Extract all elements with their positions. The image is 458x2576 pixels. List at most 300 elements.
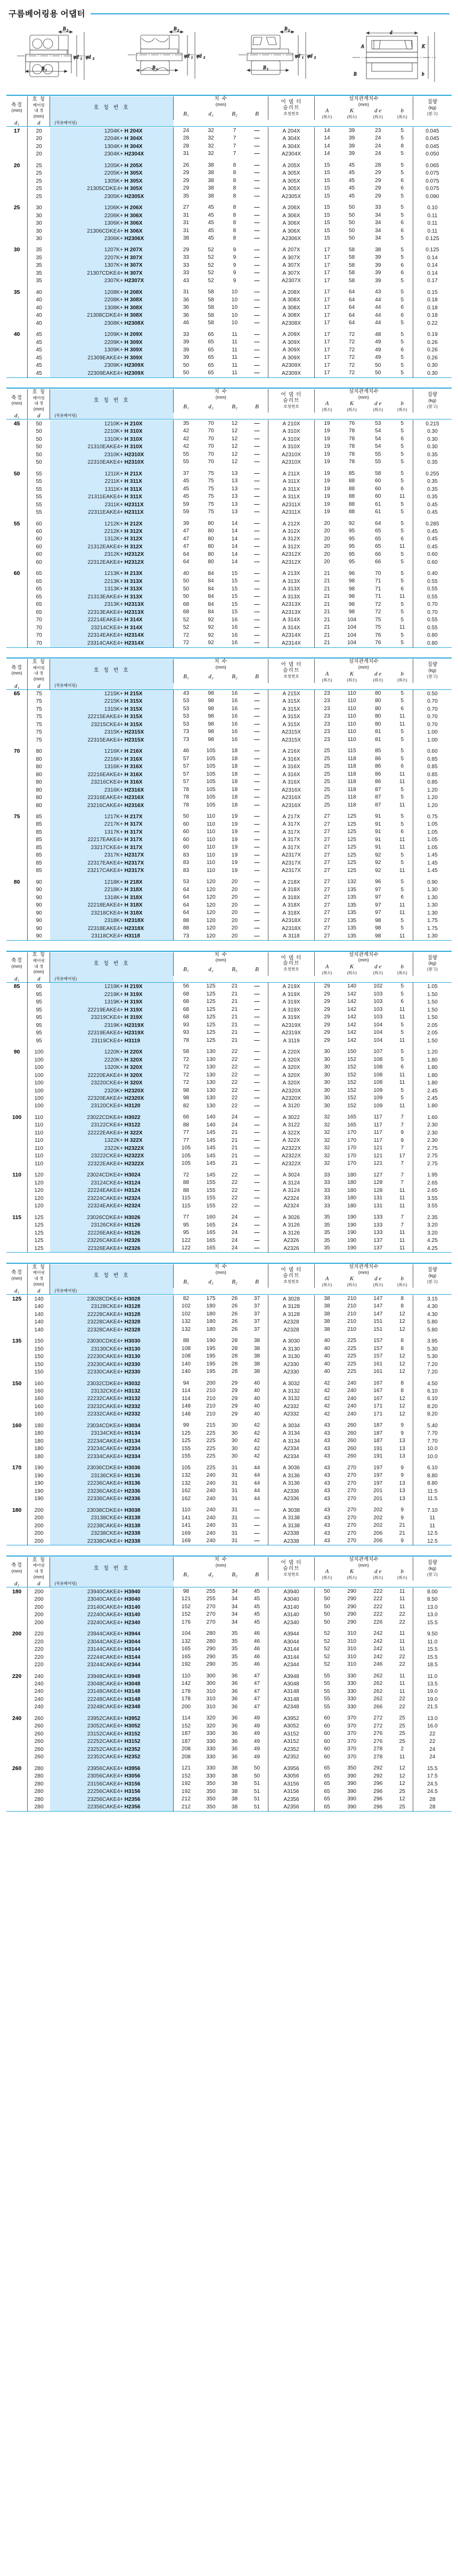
cell-d2: 330 bbox=[206, 1773, 216, 1779]
cell-d2: 225 bbox=[206, 1438, 216, 1444]
cell-bearing-designation: 1317K bbox=[50, 828, 120, 836]
cell-b: 11 bbox=[399, 1195, 405, 1201]
cell-d2: 65 bbox=[208, 362, 214, 368]
cell-A: 60 bbox=[314, 1723, 339, 1730]
cell-B: 51 bbox=[253, 1804, 260, 1810]
cell-sleeve-designation: A2311X bbox=[268, 508, 315, 516]
cell-mass: 2.75 bbox=[413, 1145, 452, 1152]
cell-K: 110 bbox=[347, 721, 356, 727]
cell-bearing-designation: 23252CAKE4 bbox=[50, 1746, 120, 1753]
cell-bearing-designation: 2317K bbox=[50, 852, 120, 859]
cell-adapter-designation: + H 318X bbox=[120, 909, 174, 917]
cell-sleeve-designation: A2326 bbox=[268, 1245, 315, 1253]
cell-sleeve-designation: A 3022 bbox=[268, 1114, 315, 1121]
cell-bearing-bore: 190 bbox=[28, 1472, 50, 1479]
cell-B: — bbox=[254, 1122, 260, 1128]
header-dim-symbol: B₁ bbox=[174, 964, 199, 976]
cell-B1: 114 bbox=[174, 1387, 199, 1395]
cell-A: 60 bbox=[314, 1715, 339, 1722]
cell-de: 197 bbox=[373, 1472, 383, 1479]
cell-B2: 11 bbox=[232, 347, 238, 353]
cell-de: 151 bbox=[373, 1326, 383, 1332]
cell-b: 5 bbox=[400, 879, 404, 885]
cell-sleeve-designation: A 210X bbox=[268, 420, 315, 427]
cell-d2: 180 bbox=[206, 1303, 216, 1310]
cell-de: 91 bbox=[375, 844, 381, 851]
header-dim-symbol: B₁ bbox=[174, 1275, 199, 1288]
cell-sleeve-designation: A 306X bbox=[268, 212, 315, 219]
cell-b: 6 bbox=[400, 220, 404, 226]
cell-B1: 99 bbox=[174, 1422, 199, 1429]
cell-bearing-bore: 95 bbox=[28, 1014, 50, 1021]
cell-bearing-designation: 23216CAKE4 bbox=[50, 802, 120, 809]
title-divider-rule bbox=[91, 13, 449, 14]
cell-mass: 0.26 bbox=[413, 339, 452, 346]
cell-d2: 45 bbox=[208, 227, 214, 234]
cell-sleeve-designation: A 319X bbox=[268, 1014, 315, 1021]
cell-d2: 80 bbox=[208, 551, 214, 557]
cell-A: 14 bbox=[314, 150, 339, 158]
cell-mass: 1.20 bbox=[413, 1048, 452, 1056]
cell-adapter-designation: + H2313X bbox=[120, 601, 174, 608]
cell-B2: 18 bbox=[231, 779, 238, 785]
cell-bearing-designation: 2304K bbox=[50, 150, 120, 158]
cell-sleeve-designation: A3052 bbox=[268, 1723, 315, 1730]
cell-B1: 42 bbox=[174, 435, 199, 443]
cell-sleeve-designation: A2334 bbox=[268, 1445, 315, 1453]
cell-shaft-diameter bbox=[6, 1780, 28, 1788]
cell-bearing-designation: 22318EAKE4 bbox=[50, 925, 120, 932]
cell-bearing-bore: 50 bbox=[28, 443, 50, 450]
cell-K: 135 bbox=[347, 886, 357, 893]
cell-B2: 16 bbox=[231, 690, 238, 696]
cell-A: 35 bbox=[314, 1222, 339, 1229]
cell-K: 95 bbox=[348, 536, 355, 542]
cell-de: 201 bbox=[373, 1495, 383, 1502]
cell-bearing-bore: 160 bbox=[28, 1403, 50, 1410]
cell-shaft-diameter bbox=[6, 528, 28, 535]
cell-K: 170 bbox=[347, 1161, 357, 1167]
cell-B2: 21 bbox=[231, 1137, 238, 1143]
table-row bbox=[6, 1603, 452, 1611]
cell-de: 187 bbox=[373, 1422, 383, 1429]
cell-B: — bbox=[254, 609, 260, 615]
cell-A: 27 bbox=[314, 828, 339, 836]
cell-B1: 50 bbox=[174, 578, 199, 585]
cell-b: 13 bbox=[399, 1453, 405, 1460]
cell-B: — bbox=[254, 355, 260, 361]
cell-mass: 8.80 bbox=[413, 1472, 452, 1479]
table-row bbox=[6, 1661, 452, 1668]
cell-d2: 160 bbox=[206, 1214, 216, 1221]
cell-shaft-diameter bbox=[6, 277, 28, 285]
cell-de: 103 bbox=[373, 999, 383, 1005]
cell-B1: 93 bbox=[174, 1022, 199, 1029]
cell-sleeve-designation: A 208X bbox=[268, 289, 315, 296]
cell-d2: 240 bbox=[206, 1495, 216, 1502]
cell-K: 72 bbox=[348, 347, 355, 353]
cell-K: 95 bbox=[348, 544, 355, 550]
cell-adapter-designation: + H3152 bbox=[120, 1738, 174, 1746]
cell-B2: 34 bbox=[231, 1588, 238, 1594]
cell-B1: 24 bbox=[174, 127, 199, 135]
cell-bearing-bore: 85 bbox=[28, 828, 50, 836]
cell-d2: 300 bbox=[206, 1673, 216, 1679]
cell-b: 6 bbox=[400, 262, 404, 268]
cell-adapter-designation: + H2310X bbox=[120, 451, 174, 458]
cell-adapter-designation: + H 308X bbox=[120, 312, 174, 319]
cell-bearing-designation: 1306K bbox=[50, 219, 120, 227]
cell-B2: 38 bbox=[231, 1773, 238, 1779]
cell-bearing-bore: 65 bbox=[28, 578, 50, 585]
cell-sleeve-designation: A 209X bbox=[268, 331, 315, 339]
cell-de: 76 bbox=[375, 632, 381, 638]
cell-A: 40 bbox=[314, 1353, 339, 1360]
cell-adapter-designation: + H2316X bbox=[120, 802, 174, 809]
cell-b: 5 bbox=[400, 520, 404, 526]
cell-b: 5 bbox=[400, 794, 404, 801]
cell-bearing-bore: 200 bbox=[28, 1522, 50, 1529]
cell-sleeve-designation: A 317X bbox=[268, 821, 315, 828]
cell-b: 5 bbox=[400, 170, 404, 176]
cell-bearing-designation: 2316K bbox=[50, 786, 120, 794]
cell-de: 276 bbox=[373, 1738, 383, 1744]
cell-d2: 225 bbox=[206, 1464, 216, 1471]
cell-K: 98 bbox=[348, 594, 355, 600]
cell-bearing-designation: 23148CAKE4 bbox=[50, 1688, 120, 1696]
header-designation: 호 칭 번 호 bbox=[50, 659, 174, 682]
cell-K: 180 bbox=[347, 1180, 357, 1186]
cell-B: — bbox=[254, 601, 260, 607]
cell-shaft-diameter bbox=[6, 354, 28, 361]
cell-B: — bbox=[254, 1064, 260, 1071]
cell-K: 140 bbox=[347, 983, 357, 990]
cell-bearing-bore: 55 bbox=[28, 478, 50, 485]
cell-mass: 19.0 bbox=[413, 1688, 452, 1696]
cell-sleeve-designation: A3156 bbox=[268, 1780, 315, 1788]
cell-A: 33 bbox=[314, 1172, 339, 1179]
cell-b: 5 bbox=[400, 1049, 404, 1055]
cell-b: 13 bbox=[399, 1480, 405, 1486]
cell-B2: 21 bbox=[231, 1014, 238, 1020]
cell-de: 157 bbox=[373, 1338, 383, 1344]
cell-B: — bbox=[254, 570, 260, 577]
cell-adapter-designation: + H3118 bbox=[120, 933, 174, 941]
cell-bearing-bore: 150 bbox=[28, 1345, 50, 1353]
cell-sleeve-designation: A 305X bbox=[268, 185, 315, 192]
cell-shaft-diameter bbox=[6, 212, 28, 219]
cell-shaft-diameter bbox=[6, 1179, 28, 1187]
cell-K: 152 bbox=[347, 1072, 357, 1078]
group-spacer bbox=[6, 1626, 452, 1630]
cell-mass: 13.0 bbox=[413, 1611, 452, 1618]
cell-b: 5 bbox=[400, 736, 404, 743]
cell-A: 17 bbox=[314, 362, 339, 369]
cell-shaft-diameter bbox=[6, 593, 28, 600]
table-row bbox=[6, 909, 452, 917]
cell-adapter-designation: + H2318X bbox=[120, 925, 174, 932]
cell-B: 46 bbox=[253, 1646, 260, 1652]
cell-B1: 169 bbox=[174, 1537, 199, 1545]
cell-d2: 70 bbox=[208, 443, 214, 450]
cell-bearing-designation: 23248CAKE4 bbox=[50, 1703, 120, 1711]
cell-adapter-designation: + H3032 bbox=[120, 1380, 174, 1387]
cell-A: 35 bbox=[314, 1214, 339, 1221]
cell-bearing-designation: 22230CAKE4 bbox=[50, 1353, 120, 1360]
cell-B2: 30 bbox=[231, 1438, 238, 1444]
cell-B: — bbox=[254, 459, 260, 465]
cell-B2: 14 bbox=[231, 528, 238, 534]
cell-B2: 12 bbox=[231, 443, 238, 450]
cell-mass: 0.11 bbox=[413, 227, 452, 235]
cell-shaft-diameter bbox=[6, 786, 28, 794]
cell-K: 310 bbox=[347, 1638, 357, 1644]
header-dim-symbol: d₂ bbox=[208, 1571, 214, 1578]
cell-de: 85 bbox=[375, 748, 381, 754]
cell-bearing-designation: 1204K bbox=[50, 127, 120, 135]
cell-B1: 121 bbox=[174, 1595, 199, 1603]
cell-B2: 7 bbox=[233, 135, 236, 142]
header-install-symbol: K (최소) bbox=[347, 108, 357, 120]
cell-b: 5 bbox=[400, 991, 404, 997]
cell-de: 72 bbox=[375, 609, 381, 615]
cell-B1: 60 bbox=[174, 844, 199, 851]
table-row bbox=[6, 1072, 452, 1079]
cell-d2: 120 bbox=[206, 933, 216, 939]
cell-shaft-diameter bbox=[6, 1195, 28, 1202]
cell-B: 44 bbox=[253, 1495, 260, 1502]
table-row bbox=[6, 705, 452, 713]
cell-d2: 240 bbox=[206, 1480, 216, 1486]
cell-A: 17 bbox=[314, 319, 339, 327]
cell-b: 5 bbox=[400, 860, 404, 866]
cell-B2: 21 bbox=[231, 1006, 238, 1013]
bearing-adapter-table bbox=[6, 1556, 452, 1812]
cell-A: 33 bbox=[314, 1195, 339, 1202]
cell-shaft-diameter: 180 bbox=[12, 1507, 22, 1513]
cell-d2: 145 bbox=[206, 1172, 216, 1178]
cell-bearing-designation: 22317EAKE4 bbox=[50, 859, 120, 867]
cell-bearing-designation: 23122CKE4 bbox=[50, 1122, 120, 1129]
cell-b: 5 bbox=[400, 886, 404, 893]
cell-B2: 22 bbox=[231, 1064, 238, 1071]
cell-d2: 145 bbox=[206, 1137, 216, 1143]
cell-mass: 0.18 bbox=[413, 304, 452, 311]
cell-sleeve-designation: A 3118 bbox=[268, 933, 315, 941]
cell-K: 225 bbox=[347, 1345, 357, 1352]
header-mass: 질량 (kg) (참고) bbox=[413, 952, 452, 976]
cell-shaft-diameter bbox=[6, 1064, 28, 1071]
cell-A: 52 bbox=[314, 1653, 339, 1661]
svg-text:1: 1 bbox=[302, 56, 304, 60]
cell-B1: 28 bbox=[174, 143, 199, 150]
cell-bearing-bore: 85 bbox=[28, 844, 50, 851]
cell-B1: 47 bbox=[174, 543, 199, 550]
cell-de: 191 bbox=[373, 1453, 383, 1460]
cell-d2: 130 bbox=[206, 1095, 216, 1101]
cell-bearing-bore: 220 bbox=[28, 1653, 50, 1661]
cell-d2: 110 bbox=[206, 829, 216, 835]
cell-B2: 21 bbox=[231, 991, 238, 997]
cell-bearing-designation: 23222CKE4 bbox=[50, 1153, 120, 1160]
cell-K: 110 bbox=[347, 736, 356, 743]
cell-mass: 5.30 bbox=[413, 1353, 452, 1360]
cell-mass: 0.85 bbox=[413, 763, 452, 770]
cell-bearing-designation: 2205K bbox=[50, 169, 120, 177]
cell-B: 38 bbox=[253, 1345, 260, 1352]
cell-A: 15 bbox=[314, 193, 339, 200]
cell-A: 27 bbox=[314, 867, 339, 875]
cell-B: 38 bbox=[253, 1353, 260, 1360]
cell-mass: 22 bbox=[413, 1738, 452, 1746]
cell-K: 165 bbox=[347, 1114, 357, 1121]
cell-A: 15 bbox=[314, 162, 339, 169]
table-row bbox=[6, 1295, 452, 1303]
cell-sleeve-designation: A 3032 bbox=[268, 1380, 315, 1387]
cell-adapter-designation: + H 315X bbox=[120, 705, 174, 713]
cell-B1: 83 bbox=[174, 859, 199, 867]
cell-shaft-diameter bbox=[6, 1222, 28, 1229]
cell-B2: 7 bbox=[233, 143, 236, 149]
cell-B2: 15 bbox=[231, 594, 238, 600]
cell-b: 2 bbox=[400, 1746, 404, 1752]
cell-sleeve-designation: A 322X bbox=[268, 1129, 315, 1137]
cell-B1: 59 bbox=[174, 508, 199, 516]
cell-de: 75 bbox=[375, 616, 381, 623]
cell-mass: 3.95 bbox=[413, 1337, 452, 1345]
cell-d2: 98 bbox=[208, 729, 214, 735]
cell-mass: 2.65 bbox=[413, 1187, 452, 1195]
cell-mass: 2.05 bbox=[413, 1029, 452, 1036]
cell-b: 12 bbox=[399, 1319, 405, 1325]
cell-de: 29 bbox=[375, 185, 381, 192]
cell-adapter-designation: + H3048 bbox=[120, 1680, 174, 1688]
cell-adapter-designation: + H3119 bbox=[120, 1037, 174, 1044]
cell-K: 39 bbox=[348, 143, 355, 149]
cell-A: 25 bbox=[314, 802, 339, 809]
cell-bearing-bore: 260 bbox=[28, 1730, 50, 1738]
header-shaft-diameter: 축경 (mm) bbox=[11, 958, 23, 969]
cell-d2: 75 bbox=[208, 493, 214, 500]
cell-bearing-bore: 35 bbox=[28, 277, 50, 285]
cell-B2: 22 bbox=[231, 1080, 238, 1086]
cell-de: 266 bbox=[373, 1703, 383, 1710]
cell-mass: 5.30 bbox=[413, 1345, 452, 1353]
cell-bearing-bore: 125 bbox=[28, 1229, 50, 1237]
header-adapter-sleeve: 어 댑 터 슬리브 호칭번호 bbox=[268, 1264, 315, 1288]
header-mass: 질량 (kg) (참고) bbox=[413, 96, 452, 120]
cell-de: 242 bbox=[373, 1646, 383, 1652]
cell-bearing-designation: 2315K bbox=[50, 728, 120, 736]
cell-de: 242 bbox=[373, 1638, 383, 1644]
table-row bbox=[6, 1630, 452, 1637]
cell-sleeve-designation: A2312X bbox=[268, 558, 315, 566]
cell-B2: 20 bbox=[231, 902, 238, 908]
cell-b: 5 bbox=[400, 443, 404, 450]
cell-K: 150 bbox=[347, 1049, 357, 1055]
cell-d2: 75 bbox=[208, 470, 214, 476]
cell-B2: 34 bbox=[231, 1596, 238, 1602]
cell-K: 125 bbox=[347, 867, 357, 874]
cell-d2: 58 bbox=[208, 312, 214, 318]
cell-A: 43 bbox=[314, 1422, 339, 1429]
cell-bearing-bore: 65 bbox=[28, 586, 50, 593]
cell-d2: 70 bbox=[208, 420, 214, 426]
cell-bearing-designation: 23118CKE4 bbox=[50, 933, 120, 941]
header-dim-symbol: B bbox=[255, 1278, 259, 1285]
header-dimensions: 치 수 (mm) bbox=[174, 389, 268, 400]
cell-b: 12 bbox=[399, 1326, 405, 1332]
cell-de: 222 bbox=[373, 1596, 383, 1602]
cell-adapter-designation: + H3156 bbox=[120, 1788, 174, 1796]
cell-adapter-designation: + H3120 bbox=[120, 1102, 174, 1110]
cell-K: 58 bbox=[348, 262, 355, 268]
cell-d2: 215 bbox=[206, 1422, 216, 1429]
cell-b: 5 bbox=[400, 193, 404, 199]
cell-B1: 29 bbox=[174, 177, 199, 185]
cell-A: 55 bbox=[314, 1680, 339, 1688]
cell-b: 12 bbox=[399, 1796, 405, 1803]
cell-bearing-designation: 23230CAKE4 bbox=[50, 1361, 120, 1368]
cell-B: — bbox=[254, 1222, 260, 1228]
cell-mass: 15.5 bbox=[413, 1645, 452, 1653]
cell-sleeve-designation: A2306X bbox=[268, 235, 315, 242]
svg-text:1: 1 bbox=[191, 56, 193, 60]
cell-de: 64 bbox=[375, 520, 381, 526]
cell-K: 88 bbox=[348, 478, 355, 484]
cell-b: 11 bbox=[399, 624, 405, 631]
cell-A: 65 bbox=[314, 1788, 339, 1796]
cell-B2: 21 bbox=[231, 1153, 238, 1159]
header-shaft-diameter: 축경 (mm) bbox=[11, 102, 23, 113]
cell-sleeve-designation: A2314X bbox=[268, 632, 315, 639]
cell-b: 22 bbox=[399, 1611, 405, 1618]
cell-de: 222 bbox=[373, 1603, 383, 1610]
cell-shaft-diameter bbox=[6, 1611, 28, 1618]
cell-shaft-diameter bbox=[6, 639, 28, 647]
cell-shaft-diameter bbox=[6, 347, 28, 354]
cell-A: 23 bbox=[314, 697, 339, 705]
cell-bearing-bore: 60 bbox=[28, 543, 50, 550]
cell-B1: 42 bbox=[174, 427, 199, 435]
cell-sleeve-designation: A 310X bbox=[268, 427, 315, 435]
table-row bbox=[6, 177, 452, 185]
cell-A: 15 bbox=[314, 219, 339, 227]
cell-b: 22 bbox=[399, 1703, 405, 1710]
cell-mass: 0.35 bbox=[413, 451, 452, 458]
cell-B2: 28 bbox=[231, 1361, 238, 1367]
cell-K: 72 bbox=[348, 331, 355, 338]
cell-bearing-designation: 23044CAKE4 bbox=[50, 1638, 120, 1645]
cell-shaft-diameter bbox=[6, 1022, 28, 1029]
cell-B2: 26 bbox=[231, 1319, 238, 1325]
cell-shaft-diameter: 170 bbox=[12, 1465, 22, 1471]
cell-B: — bbox=[254, 917, 260, 924]
cell-mass: 6.10 bbox=[413, 1387, 452, 1395]
table-row bbox=[6, 1515, 452, 1522]
cell-mass: 11 bbox=[413, 1515, 452, 1522]
cell-b: 11 bbox=[399, 779, 405, 785]
cell-de: 91 bbox=[375, 836, 381, 843]
cell-B2: 9 bbox=[233, 262, 236, 268]
cell-B1: 31 bbox=[174, 150, 199, 158]
cell-K: 152 bbox=[347, 1087, 357, 1093]
table-row bbox=[6, 1037, 452, 1044]
table-row bbox=[6, 297, 452, 304]
cell-b: 11 bbox=[399, 836, 405, 843]
cell-B2: 36 bbox=[231, 1703, 238, 1710]
cell-shaft-diameter bbox=[6, 925, 28, 932]
